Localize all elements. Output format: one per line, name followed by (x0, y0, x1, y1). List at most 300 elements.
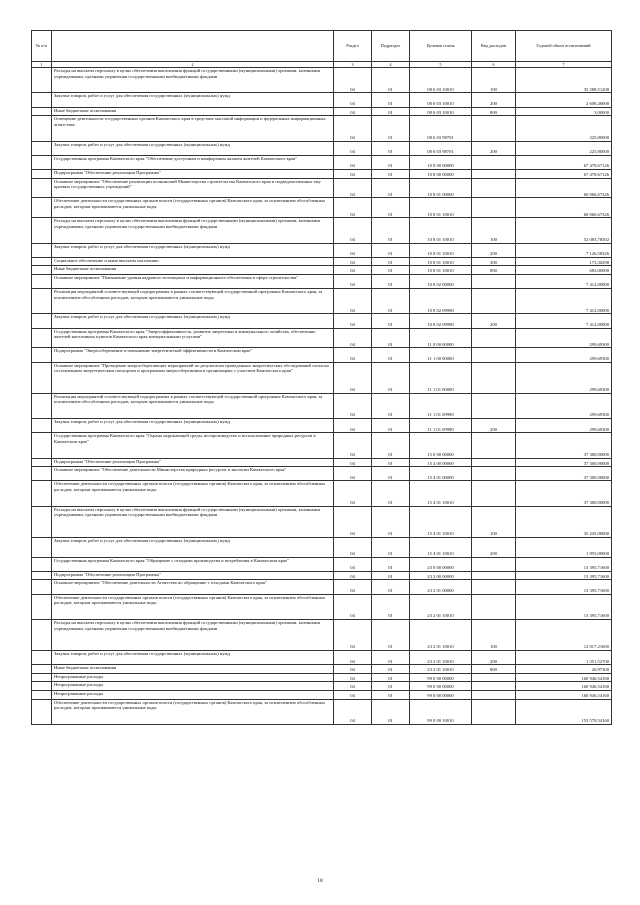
row-number-cell (32, 289, 52, 314)
row-target-cell: 11 1 00 00000 (410, 348, 472, 362)
row-target-cell: 23 2 01 10010 (410, 594, 472, 619)
row-target-cell: 99 0 00 00000 (410, 690, 472, 699)
row-name-cell: Основное мероприятие "Обеспечение деятельности Министерства природных ресурсов и экологии Камчатского края" (52, 467, 334, 481)
table-row (32, 348, 612, 362)
row-name-cell: Основное мероприятие "Обеспечение реализации полномочий Министерства строительства Камчатского края и подведомственных ему краевых государственных учреждений" (52, 178, 334, 198)
row-section-cell: 04 (334, 218, 372, 243)
row-name-cell: Закупка товаров, работ и услуг для обеспечения государственных (муниципальных) нужд (52, 650, 334, 664)
table-row (32, 274, 612, 288)
row-number-cell (32, 481, 52, 506)
row-subsection-cell: 01 (372, 289, 410, 314)
row-name-cell: Обеспечение деятельности государственных органов власти (государственных органов) Камчатского края, за исключением обособленных расходов, которым присваиваются уникальные коды (52, 481, 334, 506)
table-row (32, 68, 612, 93)
row-subsection-cell: 01 (372, 141, 410, 155)
row-type-cell (472, 328, 516, 348)
row-target-cell: 10 8 01 10010 (410, 218, 472, 243)
row-section-cell: 04 (334, 198, 372, 218)
row-target-cell: 08 6 03 10010 (410, 93, 472, 107)
row-target-cell: 10 8 01 10010 (410, 257, 472, 266)
row-number-cell (32, 274, 52, 288)
row-subsection-cell: 01 (372, 557, 410, 571)
row-section-cell: 04 (334, 690, 372, 699)
row-type-cell (472, 178, 516, 198)
row-number-cell (32, 257, 52, 266)
row-type-cell (472, 433, 516, 458)
row-name-cell: Расходы на выплаты персоналу в целях обеспечения выполнения функций государственными (муниципальными) органами, казенными учреждениями, органами управления государственными внебюджетными фондами (52, 218, 334, 243)
row-type-cell: 200 (472, 141, 516, 155)
table-row (32, 690, 612, 699)
row-number-cell (32, 665, 52, 674)
table-row (32, 467, 612, 481)
row-type-cell (472, 571, 516, 580)
row-amount-cell: 160 946,54160 (516, 673, 612, 682)
row-number-cell (32, 68, 52, 93)
row-number-cell (32, 699, 52, 724)
row-section-cell: 04 (334, 274, 372, 288)
row-name-cell: Обеспечение деятельности государственных органов власти (государственных органов) Камчатского края, за исключением обособленных расходов, которым присваиваются уникальные коды (52, 198, 334, 218)
row-number-cell (32, 673, 52, 682)
row-target-cell: 11 1 01 00000 (410, 362, 472, 393)
row-type-cell (472, 481, 516, 506)
row-type-cell: 300 (472, 257, 516, 266)
row-subsection-cell: 01 (372, 243, 410, 257)
table-row (32, 266, 612, 275)
row-amount-cell: 153 578,54160 (516, 699, 612, 724)
row-subsection-cell: 01 (372, 433, 410, 458)
row-name-cell: Расходы на выплаты персоналу в целях обеспечения выполнения функций государственными (муниципальными) органами, казенными учреждениями, органами управления государственными внебюджетными фондами (52, 506, 334, 537)
row-name-cell: Иные бюджетные ассигнования (52, 266, 334, 275)
row-target-cell: 10 8 00 00000 (410, 169, 472, 178)
row-name-cell: Закупка товаров, работ и услуг для обеспечения государственных (муниципальных) нужд (52, 537, 334, 557)
row-section-cell: 04 (334, 178, 372, 198)
row-amount-cell: 1 351,52700 (516, 650, 612, 664)
row-subsection-cell: 01 (372, 419, 410, 433)
row-type-cell (472, 362, 516, 393)
row-name-cell: Реализация мероприятий соответствующей подпрограммы в рамках соответствующей государственной программы Камчатского края, за исключением обособленных расходов, которым присваиваются уникальные коды (52, 289, 334, 314)
header-name (52, 31, 334, 62)
row-target-cell: 10 8 01 10010 (410, 266, 472, 275)
row-subsection-cell: 01 (372, 506, 410, 537)
row-type-cell: 200 (472, 243, 516, 257)
row-subsection-cell: 01 (372, 467, 410, 481)
document-page (31, 30, 611, 725)
row-number-cell (32, 93, 52, 107)
page-number: 18 (317, 878, 323, 884)
row-amount-cell: 52 083,78502 (516, 218, 612, 243)
row-amount-cell: 13 395,71600 (516, 571, 612, 580)
row-type-cell (472, 690, 516, 699)
row-subsection-cell: 01 (372, 393, 410, 418)
table-row (32, 393, 612, 418)
row-target-cell: 08 6 03 98701 (410, 141, 472, 155)
row-amount-cell: 299,69300 (516, 348, 612, 362)
row-name-cell: Закупка товаров, работ и услуг для обеспечения государственных (муниципальных) нужд (52, 314, 334, 328)
row-type-cell: 100 (472, 218, 516, 243)
row-section-cell: 04 (334, 665, 372, 674)
row-amount-cell: 299,69300 (516, 328, 612, 348)
row-target-cell: 10 8 02 00000 (410, 274, 472, 288)
row-type-cell: 200 (472, 93, 516, 107)
row-type-cell (472, 348, 516, 362)
row-number-cell (32, 348, 52, 362)
column-number: 2 (52, 62, 334, 68)
row-subsection-cell: 01 (372, 571, 410, 580)
row-number-cell (32, 467, 52, 481)
table-row (32, 257, 612, 266)
row-section-cell: 04 (334, 537, 372, 557)
row-number-cell (32, 393, 52, 418)
row-number-cell (32, 690, 52, 699)
row-section-cell: 04 (334, 266, 372, 275)
row-target-cell: 15 4 01 10010 (410, 481, 472, 506)
row-subsection-cell: 01 (372, 650, 410, 664)
row-target-cell: 99 0 00 00000 (410, 673, 472, 682)
row-amount-cell: 225,80000 (516, 141, 612, 155)
row-number-cell (32, 433, 52, 458)
row-subsection-cell: 01 (372, 198, 410, 218)
row-name-cell: Государственная программа Камчатского края "Охрана окружающей среды, воспроизводство и использование природных ресурсов в Камчатском крае" (52, 433, 334, 458)
table-row (32, 93, 612, 107)
row-type-cell: 100 (472, 506, 516, 537)
row-type-cell: 100 (472, 619, 516, 650)
row-amount-cell: 26,97300 (516, 665, 612, 674)
row-name-cell: Освещение деятельности государственных органов Камчатского края в средствах массовой информации и федеральных информационных агентствах (52, 116, 334, 141)
row-type-cell (472, 289, 516, 314)
row-number-cell (32, 141, 52, 155)
row-name-cell: Закупка товаров, работ и услуг для обеспечения государственных (муниципальных) нужд (52, 141, 334, 155)
row-subsection-cell: 01 (372, 274, 410, 288)
row-subsection-cell: 01 (372, 257, 410, 266)
header-expense-type: Вид расходов (472, 31, 516, 62)
row-type-cell: 200 (472, 537, 516, 557)
row-subsection-cell: 01 (372, 218, 410, 243)
row-amount-cell: 160 946,54160 (516, 690, 612, 699)
table-row (32, 141, 612, 155)
row-amount-cell: 299,69300 (516, 419, 612, 433)
row-name-cell: Расходы на выплаты персоналу в целях обеспечения выполнения функций государственными (муниципальными) органами, казенными учреждениями, органами управления государственными внебюджетными фондами (52, 619, 334, 650)
row-section-cell: 04 (334, 314, 372, 328)
row-name-cell: Непрограммные расходы (52, 682, 334, 691)
row-type-cell (472, 682, 516, 691)
table-row (32, 481, 612, 506)
row-number-cell (32, 266, 52, 275)
row-amount-cell: 225,80000 (516, 116, 612, 141)
table-row (32, 665, 612, 674)
row-subsection-cell: 01 (372, 266, 410, 275)
row-target-cell: 11 0 00 00000 (410, 328, 472, 348)
header-target-article: Целевая статья (410, 31, 472, 62)
row-subsection-cell: 01 (372, 699, 410, 724)
row-section-cell: 04 (334, 673, 372, 682)
row-number-cell (32, 557, 52, 571)
row-number-cell (32, 619, 52, 650)
table-row (32, 116, 612, 141)
row-name-cell: Расходы на выплаты персоналу в целях обеспечения выполнения функций государственными (муниципальными) органами, казенными учреждениями, органами управления государственными внебюджетными фондами (52, 68, 334, 93)
row-name-cell: Государственная программа Камчатского края "Энергоэффективность, развитие энергетики и коммунального хозяйства, обеспечение жителей населенных пунктов Камчатского края коммунальными услугами" (52, 328, 334, 348)
row-name-cell: Закупка товаров, работ и услуг для обеспечения государственных (муниципальных) нужд (52, 243, 334, 257)
row-number-cell (32, 178, 52, 198)
row-target-cell: 15 0 00 00000 (410, 433, 472, 458)
row-amount-cell: 13 395,71600 (516, 557, 612, 571)
budget-table (31, 30, 612, 725)
row-number-cell (32, 198, 52, 218)
row-target-cell: 08 6 03 98701 (410, 116, 472, 141)
row-section-cell: 04 (334, 257, 372, 266)
row-number-cell (32, 107, 52, 116)
row-number-cell (32, 362, 52, 393)
row-target-cell: 10 8 02 09990 (410, 289, 472, 314)
table-row (32, 619, 612, 650)
row-target-cell: 08 6 03 10010 (410, 107, 472, 116)
row-subsection-cell: 01 (372, 116, 410, 141)
row-target-cell: 23 0 00 00000 (410, 557, 472, 571)
row-number-cell (32, 243, 52, 257)
row-number-cell (32, 155, 52, 169)
row-section-cell: 04 (334, 458, 372, 467)
row-amount-cell: 7 412,00000 (516, 314, 612, 328)
header-num: № п/п (32, 31, 52, 62)
row-name-cell: Непрограммные расходы (52, 673, 334, 682)
row-subsection-cell: 01 (372, 93, 410, 107)
row-name-cell: Подпрограмма "Энергосбережение и повышение энергетической эффективности в Камчатском крае" (52, 348, 334, 362)
row-name-cell: Иные бюджетные ассигнования (52, 107, 334, 116)
table-row (32, 458, 612, 467)
row-amount-cell: 7 412,00000 (516, 274, 612, 288)
row-name-cell: Социальное обеспечение и иные выплаты населению (52, 257, 334, 266)
row-section-cell: 04 (334, 419, 372, 433)
row-number-cell (32, 571, 52, 580)
row-name-cell: Основное мероприятие "Проведение энергосберегающих мероприятий по результатам проведенных энергетических обследований согласно составленным энергетическим паспортам и программам энергосбережения в организациях с участием Камчатского края" (52, 362, 334, 393)
row-section-cell: 04 (334, 328, 372, 348)
row-subsection-cell: 01 (372, 348, 410, 362)
row-number-cell (32, 537, 52, 557)
row-target-cell: 23 2 01 10010 (410, 619, 472, 650)
table-row (32, 289, 612, 314)
row-amount-cell: 7 126,58326 (516, 243, 612, 257)
row-name-cell: Государственная программа Камчатского края "Обращение с отходами производства и потребления в Камчатском крае" (52, 557, 334, 571)
table-row (32, 362, 612, 393)
row-amount-cell: 160 946,54160 (516, 682, 612, 691)
row-amount-cell: 13 395,71600 (516, 580, 612, 594)
row-name-cell: Закупка товаров, работ и услуг для обеспечения государственных (муниципальных) нужд (52, 93, 334, 107)
row-target-cell: 23 2 01 10010 (410, 665, 472, 674)
row-number-cell (32, 328, 52, 348)
row-amount-cell: 173,30298 (516, 257, 612, 266)
row-target-cell: 99 0 00 10010 (410, 699, 472, 724)
row-type-cell (472, 116, 516, 141)
row-name-cell: Подпрограмма "Обеспечение реализации Программы" (52, 458, 334, 467)
row-section-cell: 04 (334, 650, 372, 664)
row-section-cell: 04 (334, 107, 372, 116)
row-name-cell: Основное мероприятие "Обеспечение деятельности Агентства по обращению с отходами Камчатского края" (52, 580, 334, 594)
row-type-cell (472, 557, 516, 571)
row-type-cell: 800 (472, 665, 516, 674)
column-number: 7 (516, 62, 612, 68)
table-row (32, 594, 612, 619)
row-amount-cell: 299,69300 (516, 362, 612, 393)
row-type-cell (472, 580, 516, 594)
row-section-cell: 04 (334, 348, 372, 362)
row-amount-cell: 60 066,67326 (516, 198, 612, 218)
row-subsection-cell: 01 (372, 107, 410, 116)
row-section-cell: 04 (334, 68, 372, 93)
row-target-cell: 10 0 00 00000 (410, 155, 472, 169)
row-amount-cell: 299,69300 (516, 393, 612, 418)
row-target-cell: 11 1 01 09990 (410, 393, 472, 418)
row-type-cell (472, 458, 516, 467)
row-amount-cell: 37 300,00000 (516, 458, 612, 467)
table-header-row (32, 31, 612, 62)
row-name-cell: Обеспечение деятельности государственных органов власти (государственных органов) Камчатского края, за исключением обособленных расходов, которым присваиваются уникальные коды (52, 594, 334, 619)
row-subsection-cell: 01 (372, 328, 410, 348)
row-subsection-cell: 01 (372, 537, 410, 557)
row-type-cell (472, 673, 516, 682)
row-section-cell: 04 (334, 506, 372, 537)
table-row (32, 169, 612, 178)
row-target-cell: 15 4 01 10010 (410, 537, 472, 557)
table-row (32, 328, 612, 348)
table-row (32, 178, 612, 198)
row-section-cell: 04 (334, 594, 372, 619)
row-subsection-cell: 01 (372, 169, 410, 178)
row-type-cell (472, 699, 516, 724)
row-amount-cell: 37 300,00000 (516, 433, 612, 458)
table-row (32, 433, 612, 458)
row-subsection-cell: 01 (372, 314, 410, 328)
row-target-cell: 15 4 01 00000 (410, 467, 472, 481)
row-type-cell (472, 198, 516, 218)
header-annual-amount: Годовой объем ассигнований (516, 31, 612, 62)
row-number-cell (32, 506, 52, 537)
table-body (32, 68, 612, 725)
row-section-cell: 04 (334, 481, 372, 506)
row-target-cell: 10 8 01 00000 (410, 178, 472, 198)
row-section-cell: 04 (334, 433, 372, 458)
row-target-cell: 10 8 02 09990 (410, 314, 472, 328)
row-target-cell: 15 4 01 10010 (410, 506, 472, 537)
row-number-cell (32, 116, 52, 141)
row-amount-cell: 13 395,71600 (516, 594, 612, 619)
row-number-cell (32, 218, 52, 243)
column-number: 5 (410, 62, 472, 68)
row-type-cell: 800 (472, 266, 516, 275)
table-row (32, 537, 612, 557)
row-type-cell: 200 (472, 314, 516, 328)
row-amount-cell: 37 300,00000 (516, 481, 612, 506)
table-row (32, 557, 612, 571)
row-section-cell: 04 (334, 169, 372, 178)
row-section-cell: 04 (334, 289, 372, 314)
row-number-cell (32, 650, 52, 664)
row-type-cell: 800 (472, 107, 516, 116)
row-subsection-cell: 01 (372, 665, 410, 674)
row-type-cell (472, 594, 516, 619)
table-row (32, 198, 612, 218)
row-name-cell: Государственная программа Камчатского края "Обеспечение доступным и комфортным жильем жителей Камчатского края" (52, 155, 334, 169)
table-row (32, 673, 612, 682)
row-target-cell: 11 1 01 09990 (410, 419, 472, 433)
row-type-cell (472, 274, 516, 288)
row-subsection-cell: 01 (372, 690, 410, 699)
row-target-cell: 08 6 03 10010 (410, 68, 472, 93)
table-row (32, 682, 612, 691)
row-section-cell: 04 (334, 116, 372, 141)
column-number: 6 (472, 62, 516, 68)
header-section: Раздел (334, 31, 372, 62)
row-name-cell: Подпрограмма "Обеспечение реализации Программы" (52, 169, 334, 178)
row-number-cell (32, 594, 52, 619)
row-name-cell: Основное мероприятие "Повышение уровня кадрового потенциала и информационного обеспечения в сфере строительства" (52, 274, 334, 288)
table-row (32, 314, 612, 328)
row-amount-cell: 2 608,40000 (516, 93, 612, 107)
row-number-cell (32, 682, 52, 691)
row-amount-cell: 35 588,51208 (516, 68, 612, 93)
table-row (32, 580, 612, 594)
row-subsection-cell: 01 (372, 619, 410, 650)
row-name-cell: Подпрограмма "Обеспечение реализации Программы" (52, 571, 334, 580)
row-target-cell: 10 8 01 10010 (410, 243, 472, 257)
row-type-cell: 100 (472, 68, 516, 93)
row-number-cell (32, 169, 52, 178)
table-row (32, 243, 612, 257)
row-subsection-cell: 01 (372, 362, 410, 393)
row-target-cell: 23 2 01 10010 (410, 650, 472, 664)
row-section-cell: 04 (334, 243, 372, 257)
table-row (32, 107, 612, 116)
row-type-cell (472, 467, 516, 481)
column-number: 1 (32, 62, 52, 68)
row-amount-cell: 67 478,67126 (516, 169, 612, 178)
column-number: 3 (334, 62, 372, 68)
row-amount-cell: 12 017,21600 (516, 619, 612, 650)
row-section-cell: 04 (334, 362, 372, 393)
table-row (32, 650, 612, 664)
row-section-cell: 04 (334, 155, 372, 169)
row-subsection-cell: 01 (372, 155, 410, 169)
table-row (32, 155, 612, 169)
row-target-cell: 99 0 00 00000 (410, 682, 472, 691)
row-target-cell: 23 2 01 00000 (410, 580, 472, 594)
row-subsection-cell: 01 (372, 68, 410, 93)
row-number-cell (32, 314, 52, 328)
row-subsection-cell: 01 (372, 673, 410, 682)
row-name-cell: Реализация мероприятий соответствующей подпрограммы в рамках соответствующей государственной программы Камчатского края, за исключением обособленных расходов, которым присваиваются уникальные коды (52, 393, 334, 418)
row-subsection-cell: 01 (372, 458, 410, 467)
table-row (32, 218, 612, 243)
row-section-cell: 04 (334, 619, 372, 650)
row-section-cell: 04 (334, 557, 372, 571)
row-type-cell (472, 155, 516, 169)
row-name-cell: Закупка товаров, работ и услуг для обеспечения государственных (муниципальных) нужд (52, 419, 334, 433)
row-section-cell: 04 (334, 580, 372, 594)
row-section-cell: 04 (334, 393, 372, 418)
row-section-cell: 04 (334, 571, 372, 580)
row-subsection-cell: 01 (372, 178, 410, 198)
row-type-cell: 200 (472, 650, 516, 664)
column-number: 4 (372, 62, 410, 68)
row-amount-cell: 37 300,00000 (516, 467, 612, 481)
row-type-cell (472, 169, 516, 178)
row-target-cell: 15 4 00 00000 (410, 458, 472, 467)
row-amount-cell: 1 855,00000 (516, 537, 612, 557)
row-amount-cell: 60 066,67326 (516, 178, 612, 198)
row-section-cell: 04 (334, 467, 372, 481)
row-type-cell (472, 393, 516, 418)
row-target-cell: 23 2 00 00000 (410, 571, 472, 580)
row-number-cell (32, 580, 52, 594)
row-amount-cell: 67 478,67126 (516, 155, 612, 169)
row-subsection-cell: 01 (372, 580, 410, 594)
